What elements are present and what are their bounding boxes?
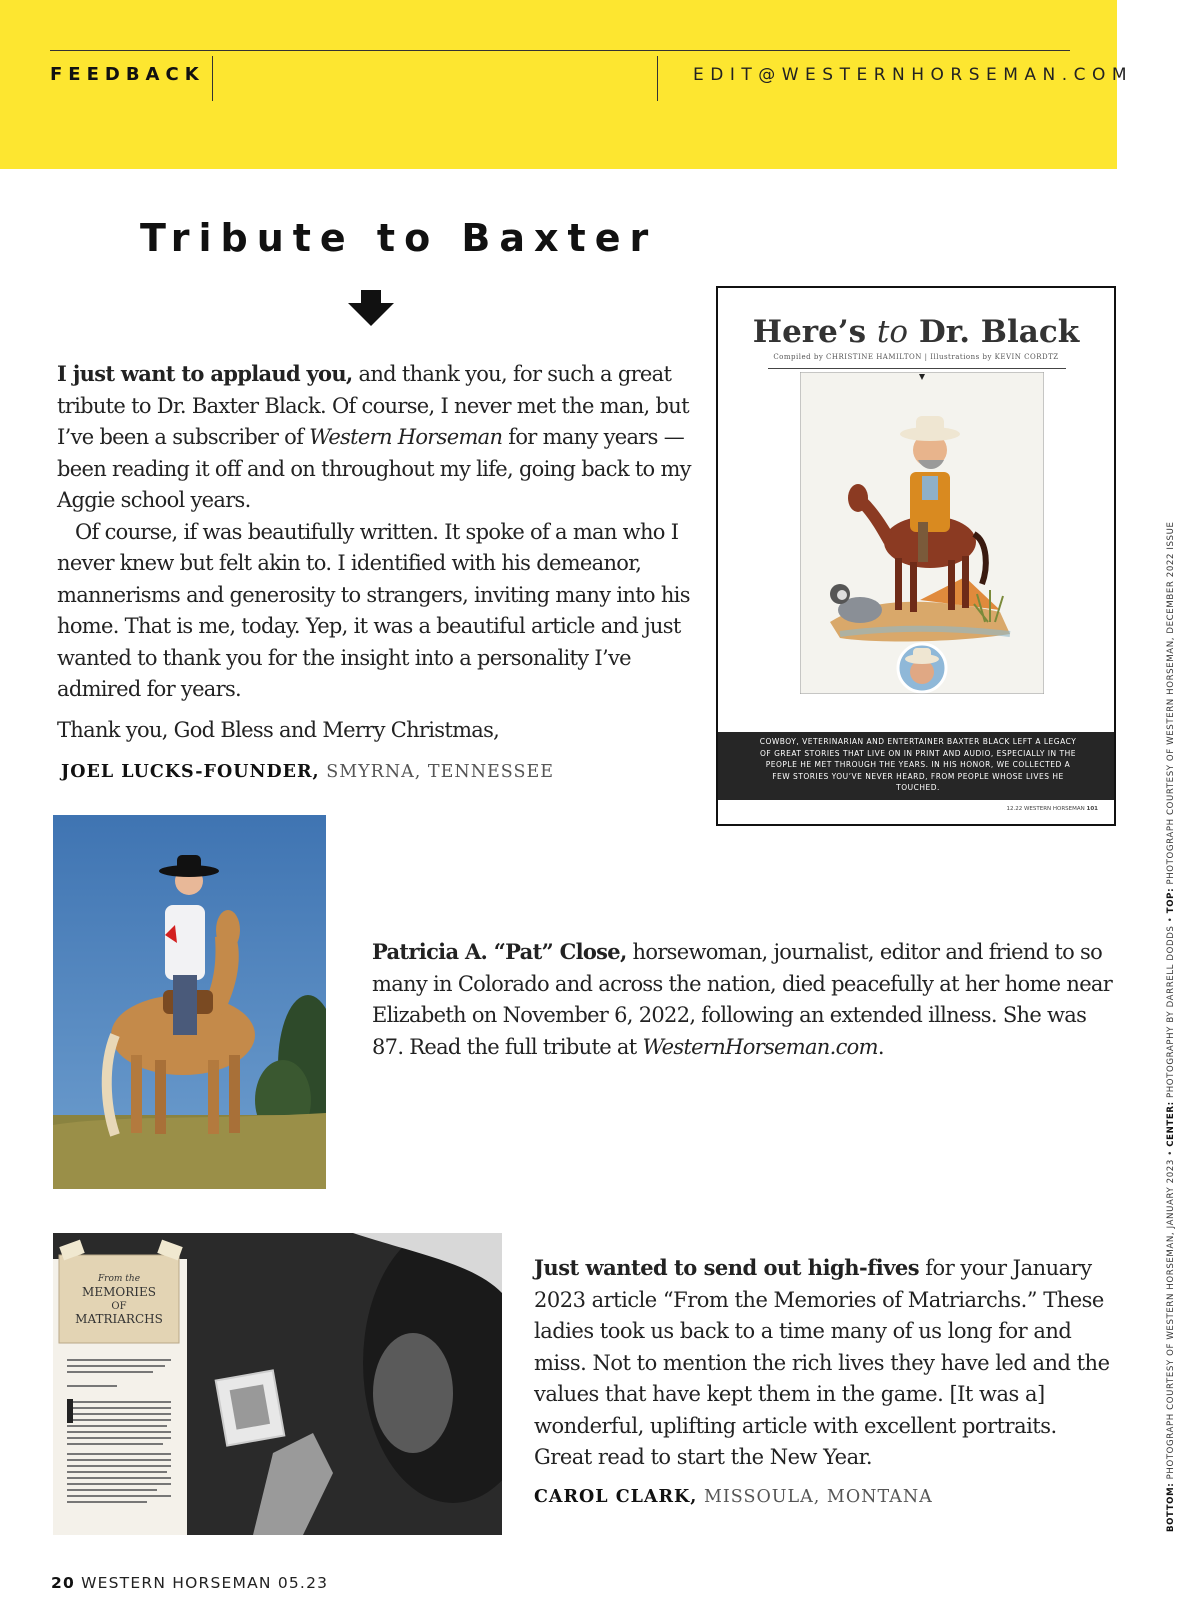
card-from: From the	[97, 1274, 141, 1284]
letter-text: for many years — been reading it off and on throughout my life, going back to my Aggie school years.	[57, 425, 691, 512]
letter-signature	[61, 762, 554, 782]
feedback-email[interactable]: EDIT@WESTERNHORSEMAN.COM	[693, 65, 1134, 85]
signature-name: CAROL CLARK,	[534, 1487, 698, 1507]
photo-credits: BOTTOM: PHOTOGRAPH COURTESY OF WESTERN HORSEMAN, JANUARY 2023 • CENTER: PHOTOGRAPHY BY DARRELL DODDS • TOP: PHOTOGRAPH COURTESY OF WESTERN HORSEMAN, DECEMBER 2022 ISSUE	[1166, 521, 1176, 1532]
horsewoman-photo	[53, 815, 326, 1189]
cowboy-illustration	[800, 372, 1044, 694]
letter-text: for your January 2023 article “From the Memories of Matriarchs.” These ladies took us back to a time many of us long for and miss. Not to mention the rich lives they have led and the values that have kept them in the game. [It was a] wonderful, uplifting article with excellent portraits. Great read to start the New Year.	[534, 1256, 1110, 1469]
card-matriarchs: MATRIARCHS	[75, 1312, 163, 1326]
letter-lead: I just want to applaud you,	[57, 361, 353, 386]
card-of: OF	[111, 1301, 127, 1312]
arrow-down-icon	[348, 290, 394, 326]
thumbnail-caption: COWBOY, VETERINARIAN AND ENTERTAINER BAXTER BLACK LEFT A LEGACY OF GREAT STORIES THAT LIVE ON IN PRINT AND AUDIO, ESPECIALLY IN THE PEOPLE HE MET THROUGH THE YEARS. IN HIS HONOR, WE COLLECTED A FEW STORIES YOU’VE NEVER HEARD, FROM PEOPLE WHOSE LIVES HE TOUCHED.	[759, 737, 1077, 792]
card-memories: MEMORIES	[82, 1285, 156, 1299]
header-divider	[657, 56, 658, 101]
letter-signature	[534, 1487, 933, 1507]
letter-joel	[57, 358, 707, 746]
page-number: 20	[51, 1574, 75, 1592]
letter-paragraph: Of course, if was beautifully written. It spoke of a man who I never knew but felt akin to. I identified with his demeanor, mannerisms and generosity to strangers, inviting many into his home. That is me, today. Yep, it was a beautiful article and just wanted to thank you for the insight into a personality I’ve admired for years.	[57, 519, 690, 701]
magazine-name: Western Horseman	[309, 425, 503, 449]
thumbnail-folio: 12.22 WESTERN HORSEMAN 101	[1006, 806, 1098, 812]
tribute-title: Tribute to Baxter	[140, 216, 658, 260]
website-link[interactable]: WesternHorseman.com	[642, 1034, 878, 1059]
matriarchs-article-spread	[53, 1233, 502, 1535]
header-rule	[50, 50, 1070, 51]
signature-place: SMYRNA, TENNESSEE	[326, 762, 554, 782]
letter-signoff: Thank you, God Bless and Merry Christmas,	[57, 717, 500, 742]
pat-close-memorial: Patricia A. “Pat” Close, horsewoman, journalist, editor and friend to so many in Colorado and across the nation, died peacefully at her home near Elizabeth on November 6, 2022, following an extended illness. She was 87. Read the full tribute at WesternHorseman.com.	[372, 939, 1113, 1059]
publication-name: WESTERN HORSEMAN	[81, 1574, 272, 1592]
thumbnail-credit: Compiled by CHRISTINE HAMILTON | Illustrations by KEVIN CORDTZ	[773, 353, 1059, 361]
letter-carol	[534, 1252, 1114, 1474]
thumbnail-title: Here’s to Dr. Black	[752, 314, 1080, 350]
signature-place: MISSOULA, MONTANA	[703, 1487, 933, 1507]
issue-date: 05.23	[277, 1574, 329, 1592]
memorial-text: horsewoman, journalist, editor and friend to so many in Colorado and across the nation, died peacefully at her home near Elizabeth on November 6, 2022, following an extended illness. She was 87. Read the full tribute at	[372, 940, 1113, 1059]
memorial-lead: Patricia A. “Pat” Close,	[372, 939, 627, 964]
magazine-page-thumbnail	[716, 286, 1116, 826]
page-footer	[51, 1574, 328, 1592]
thumbnail-rule	[768, 368, 1066, 369]
header-divider	[212, 56, 213, 101]
letter-text: and thank you, for such a great tribute to Dr. Baxter Black. Of course, I never met the man, but I’ve been a subscriber of	[57, 362, 689, 449]
signature-name: JOEL LUCKS-FOUNDER,	[61, 762, 320, 782]
letter-lead: Just wanted to send out high-fives	[534, 1255, 920, 1280]
section-label: FEEDBACK	[50, 64, 205, 85]
